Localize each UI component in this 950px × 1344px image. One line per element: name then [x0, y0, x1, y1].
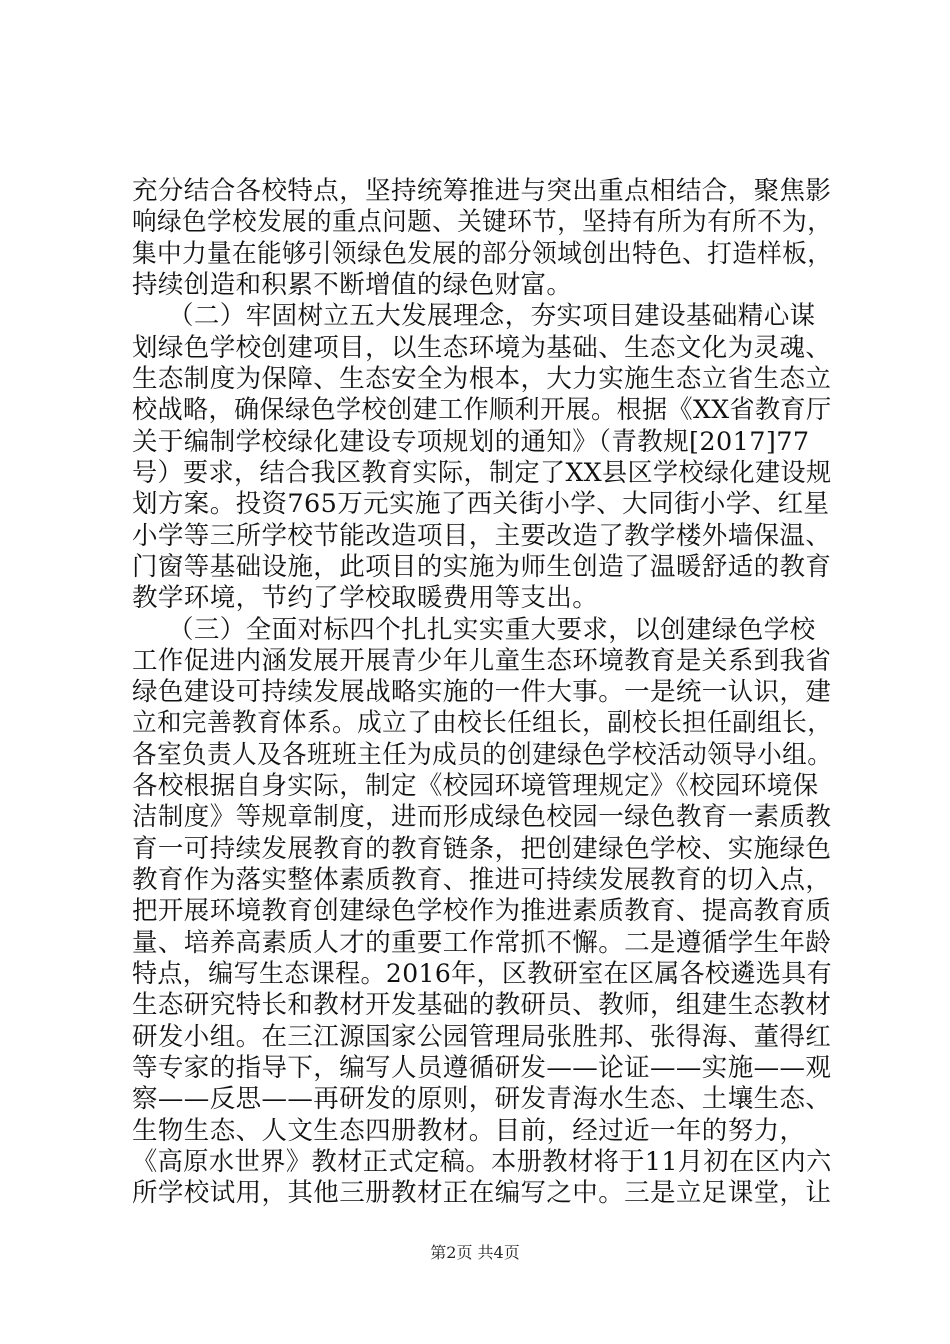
body-text-line: 育一可持续发展教育的教育链条，把创建绿色学校、实施绿色 — [132, 834, 832, 864]
body-text-line: 各室负责人及各班班主任为成员的创建绿色学校活动领导小组。 — [132, 740, 833, 770]
body-text-line: 小学等三所学校节能改造项目，主要改造了教学楼外墙保温、 — [132, 521, 832, 551]
body-text-line: 工作促进内涵发展开展青少年儿童生态环境教育是关系到我省 — [132, 646, 832, 676]
body-text-line: 察——反思——再研发的原则，研发青海水生态、土壤生态、 — [132, 1084, 832, 1114]
body-text-line: 响绿色学校发展的重点问题、关键环节，坚持有所为有所不为， — [132, 207, 833, 237]
body-text-line: 生态研究特长和教材开发基础的教研员、教师，组建生态教材 — [132, 990, 832, 1020]
page-number-footer: 第2页 共4页 — [430, 1243, 520, 1262]
body-text-line: 量、培养高素质人才的重要工作常抓不懈。二是遵循学生年龄 — [132, 928, 832, 958]
section-heading-line: （三）全面对标四个扎扎实实重大要求，以创建绿色学校 — [168, 615, 816, 645]
body-text-line: 号）要求，结合我区教育实际，制定了XX县区学校绿化建设规 — [132, 458, 832, 488]
body-text-line: 生态制度为保障、生态安全为根本，大力实施生态立省生态立 — [132, 364, 832, 394]
body-text-line: 划绿色学校创建项目，以生态环境为基础、生态文化为灵魂、 — [132, 333, 832, 363]
body-text-line: 洁制度》等规章制度，进而形成绿色校园一绿色教育一素质教 — [132, 802, 832, 832]
body-text-line: 充分结合各校特点，坚持统筹推进与突出重点相结合，聚焦影 — [132, 176, 832, 206]
body-text-line: 等专家的指导下，编写人员遵循研发——论证——实施——观 — [132, 1053, 832, 1083]
body-text-line: 《高原水世界》教材正式定稿。本册教材将于11月初在区内六 — [132, 1147, 832, 1177]
body-text-line: 研发小组。在三江源国家公园管理局张胜邦、张得海、董得红 — [132, 1022, 832, 1052]
body-text-line: 所学校试用，其他三册教材正在编写之中。三是立足课堂，让 — [132, 1178, 832, 1208]
body-text-line: 教育作为落实整体素质教育、推进可持续发展教育的切入点， — [132, 865, 832, 895]
body-text-line: 各校根据自身实际，制定《校园环境管理规定》《校园环境保 — [132, 771, 819, 801]
body-text-line: 立和完善教育体系。成立了由校长任组长，副校长担任副组长， — [132, 708, 833, 738]
body-text-line: 校战略，确保绿色学校创建工作顺利开展。根据《XX省教育厅 — [132, 395, 832, 425]
body-text-line: 特点，编写生态课程。2016年，区教研室在区属各校遴选具有 — [132, 959, 832, 989]
section-heading-line: （二）牢固树立五大发展理念，夯实项目建设基础精心谋 — [168, 301, 816, 331]
body-text-line: 持续创造和积累不断增值的绿色财富。 — [132, 270, 573, 300]
body-text-line: 教学环境，节约了学校取暖费用等支出。 — [132, 583, 599, 613]
body-text-line: 生物生态、人文生态四册教材。目前，经过近一年的努力， — [132, 1116, 806, 1146]
body-text-line: 绿色建设可持续发展战略实施的一件大事。一是统一认识，建 — [132, 677, 832, 707]
body-text-line: 划方案。投资765万元实施了西关街小学、大同街小学、红星 — [132, 489, 830, 519]
body-text-line: 关于编制学校绿化建设专项规划的通知》（青教规[2017]77 — [132, 427, 810, 457]
body-text-line: 集中力量在能够引领绿色发展的部分领域创出特色、打造样板， — [132, 239, 833, 269]
body-text-line: 门窗等基础设施，此项目的实施为师生创造了温暖舒适的教育 — [132, 552, 832, 582]
body-text-line: 把开展环境教育创建绿色学校作为推进素质教育、提高教育质 — [132, 896, 832, 926]
